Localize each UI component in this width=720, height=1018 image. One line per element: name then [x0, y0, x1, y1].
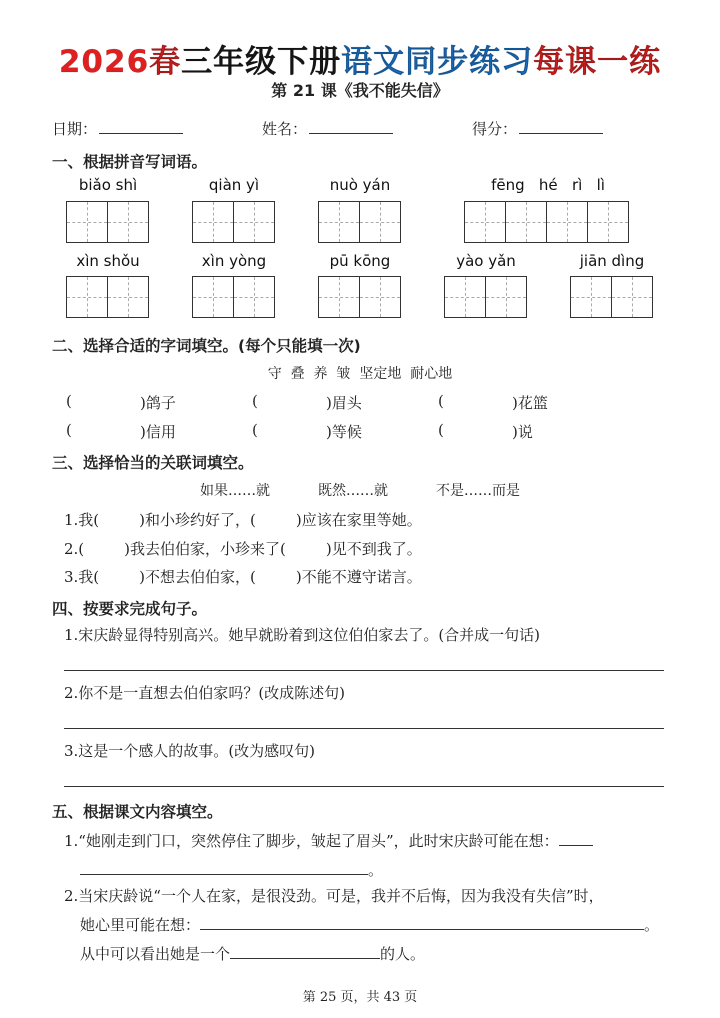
answer-blank[interactable]	[230, 944, 380, 959]
paren-open: (	[438, 421, 444, 439]
character-writing-box[interactable]	[66, 201, 149, 243]
question-3-3: 3.我( )不想去伯伯家，( )不能不遵守诺言。	[64, 568, 422, 586]
name-label: 姓名：	[262, 120, 308, 138]
pinyin-label: fēng hé rì lì	[491, 176, 605, 194]
name-field[interactable]	[262, 118, 393, 139]
date-label: 日期：	[52, 120, 98, 138]
question-3-2: 2.( )我去伯伯家，小珍来了( )见不到我了。	[64, 540, 422, 558]
answer-line[interactable]	[64, 670, 664, 671]
character-writing-box[interactable]	[318, 276, 401, 318]
answer-blank[interactable]	[80, 860, 368, 875]
paren-open: (	[66, 421, 72, 439]
question-4-1: 1.宋庆龄显得特别高兴。她早就盼着到这位伯伯家去了。(合并成一句话)	[64, 626, 541, 644]
question-3-1: 1.我( )和小珍约好了，( )应该在家里等她。	[64, 511, 422, 529]
name-blank[interactable]	[309, 119, 393, 134]
question-5-2-line3: 从中可以看出她是一个 的人。	[80, 945, 426, 963]
score-blank[interactable]	[519, 119, 603, 134]
date-field[interactable]	[52, 118, 183, 139]
section-1-title: 一、根据拼音写词语。	[52, 153, 208, 171]
answer-line[interactable]	[64, 728, 664, 729]
score-label: 得分：	[472, 120, 518, 138]
pinyin-label: pū kōng	[329, 252, 391, 270]
conjunction-option: 既然……就	[318, 483, 388, 499]
word-bank: 守 叠 养 皱 坚定地 耐心地	[267, 366, 453, 382]
paren-open: (	[438, 392, 444, 410]
question-4-2: 2.你不是一直想去伯伯家吗？(改成陈述句)	[64, 684, 346, 702]
section-2-title: 二、选择合适的字词填空。(每个只能填一次)	[52, 337, 361, 355]
paren-open: (	[252, 392, 258, 410]
fill-item: )说	[512, 423, 533, 441]
paren-open: (	[66, 392, 72, 410]
fill-item: )眉头	[326, 394, 362, 412]
question-5-1: 1.“她刚走到门口，突然停住了脚步，皱起了眉头”，此时宋庆龄可能在想：	[64, 830, 593, 851]
fill-item: )鸽子	[140, 394, 176, 412]
answer-blank[interactable]	[200, 915, 644, 930]
lesson-title: 第 21 课《我不能失信》	[271, 81, 449, 100]
paren-open: (	[252, 421, 258, 439]
pinyin-label: xìn yòng	[201, 252, 267, 270]
character-writing-box[interactable]	[444, 276, 527, 318]
question-5-2: 2.当宋庆龄说“一个人在家，是很没劲。可是，我并不后悔，因为我没有失信”时，	[64, 887, 604, 905]
worksheet-banner-title	[0, 36, 720, 81]
conjunction-option: 不是……而是	[436, 483, 520, 499]
character-writing-box[interactable]	[66, 276, 149, 318]
title-subject: 语文同步练习	[341, 44, 534, 80]
question-5-2-line2: 她心里可能在想： 。	[80, 916, 660, 934]
pinyin-label: qiàn yì	[208, 176, 260, 194]
pinyin-label: biǎo shì	[78, 176, 138, 194]
page-footer: 第 25 页，共 43 页	[302, 990, 418, 1005]
section-4-title: 四、按要求完成句子。	[52, 600, 208, 618]
section-3-title: 三、选择恰当的关联词填空。	[52, 454, 254, 472]
character-writing-box[interactable]	[192, 201, 275, 243]
question-5-1-continued: 。	[80, 859, 383, 880]
section-5-title: 五、根据课文内容填空。	[52, 803, 223, 821]
question-4-3: 3.这是一个感人的故事。(改为感叹句)	[64, 742, 316, 760]
fill-item: )等候	[326, 423, 362, 441]
answer-blank[interactable]	[559, 831, 593, 846]
pinyin-label: yào yǎn	[456, 252, 516, 270]
character-writing-box[interactable]	[464, 201, 629, 243]
title-year: 2026春	[58, 44, 182, 80]
fill-item: )信用	[140, 423, 176, 441]
character-writing-box[interactable]	[192, 276, 275, 318]
fill-item: )花篮	[512, 394, 548, 412]
score-field[interactable]	[472, 118, 603, 139]
character-writing-box[interactable]	[570, 276, 653, 318]
pinyin-label: xìn shǒu	[76, 252, 140, 270]
answer-line[interactable]	[64, 786, 664, 787]
character-writing-box[interactable]	[318, 201, 401, 243]
title-daily: 每课一练	[533, 44, 662, 80]
date-blank[interactable]	[99, 119, 183, 134]
title-grade: 三年级下册	[181, 44, 342, 80]
pinyin-label: nuò yán	[329, 176, 391, 194]
pinyin-label: jiān dìng	[579, 252, 645, 270]
conjunction-option: 如果……就	[200, 483, 270, 499]
